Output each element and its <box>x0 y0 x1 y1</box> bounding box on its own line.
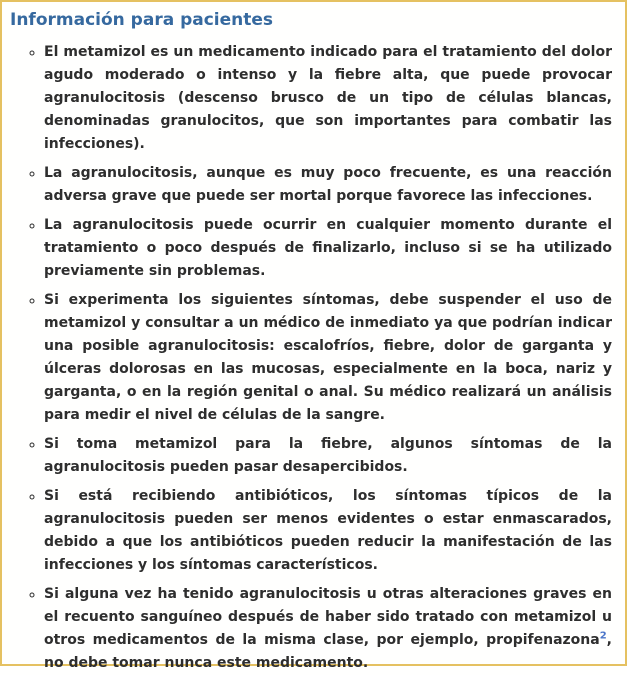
list-item <box>44 433 612 479</box>
list-item-text: La agranulocitosis puede ocurrir en cualquier momento durante el tratamiento o poco después de finalizarlo, incluso si se ha utilizado previamente sin problemas. <box>44 217 612 279</box>
list-item <box>44 485 612 577</box>
list-item-text: Si alguna vez ha tenido agranulocitosis u otras alteraciones graves en el recuento sanguíneo después de haber sido tratado con metamizol u otros medicamentos de la misma clase, por ejemplo, propifenazona <box>44 586 612 648</box>
list-item-text: Si toma metamizol para la fiebre, algunos síntomas de la agranulocitosis pueden pasar desapercibidos. <box>44 436 612 475</box>
list-item <box>44 214 612 283</box>
list-item-text: Si está recibiendo antibióticos, los síntomas típicos de la agranulocitosis pueden ser menos evidentes o estar enmascarados, debido a que los antibióticos pueden reducir la manifestación de las infecciones y los síntomas característicos. <box>44 488 612 573</box>
list-item-text: , no debe tomar nunca este medicamento. <box>44 632 612 671</box>
list-item-text: La agranulocitosis, aunque es muy poco frecuente, es una reacción adversa grave que puede ser mortal porque favorece las infecciones. <box>44 165 612 204</box>
list-item-text: Si experimenta los siguientes síntomas, debe suspender el uso de metamizol y consultar a un médico de inmediato ya que podrían indicar una posible agranulocitosis: escalofríos, fiebre, dolor de garganta y úlceras dolorosas en las mucosas, especialmente en la boca, nariz y garganta, o en la región genital o anal. Su médico realizará un análisis para medir el nivel de células de la sangre. <box>44 292 612 423</box>
patient-info-list <box>10 41 612 675</box>
list-item <box>44 162 612 208</box>
list-item <box>44 583 612 675</box>
footnote-link[interactable]: 2 <box>599 630 607 642</box>
list-item <box>44 41 612 156</box>
page-title: Información para pacientes <box>10 10 274 30</box>
list-item-text: El metamizol es un medicamento indicado para el tratamiento del dolor agudo moderado o intenso y la fiebre alta, que puede provocar agranulocitosis (descenso brusco de un tipo de células blancas, denominadas granulocitos, que son importantes para combatir las infecciones). <box>44 44 612 152</box>
list-item <box>44 289 612 427</box>
